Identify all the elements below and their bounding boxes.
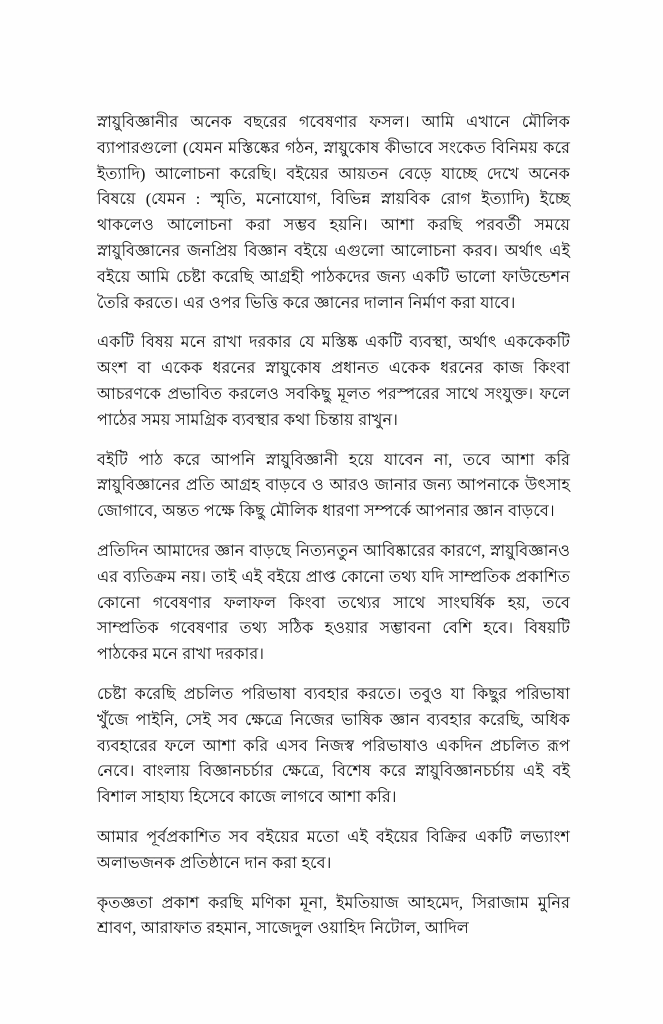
paragraph: বইটি পাঠ করে আপনি স্নায়ুবিজ্ঞানী হয়ে যাবেন না, তবে আশা করি স্নায়ুবিজ্ঞানের প্রতি আগ্রহ বাড়বে ও আরও জানার জন্য আপনাকে উৎসাহ জোগাবে, অন্তত পক্ষে কিছু মৌলিক ধারণা সম্পর্কে আপনার জ্ঞান বাড়বে। [97,451,570,521]
paragraph: প্রতিদিন আমাদের জ্ঞান বাড়ছে নিত্যনতুন আবিষ্কারের কারণে, স্নায়ুবিজ্ঞানও এর ব্যতিক্রম নয়। তাই এই বইয়ে প্রাপ্ত কোনো তথ্য যদি সাম্প্রতিক প্রকাশিত কোনো গবেষণার ফলাফল কিংবা তথ্যের সাথে সাংঘর্ষিক হয়, তবে সাম্প্রতিক গবেষণার তথ্য সঠিক হওয়ার সম্ভাবনা বেশি হবে। বিষয়টি পাঠকের মনে রাখা দরকার। [97,542,570,664]
paragraph: আমার পূর্বপ্রকাশিত সব বইয়ের মতো এই বইয়ের বিক্রির একটি লভ্যাংশ অলাভজনক প্রতিষ্ঠানে দান করা হবে। [97,828,570,872]
paragraph: একটি বিষয় মনে রাখা দরকার যে মস্তিষ্ক একটি ব্যবস্থা, অর্থাৎ এককেকটি অংশ বা একেক ধরনের স্নায়ুকোষ প্রধানত একেক ধরনের কাজ কিংবা আচরণকে প্রভাবিত করলেও সবকিছু মূলত পরস্পরের সাথে সংযুক্ত। ফলে পাঠের সময় সামগ্রিক ব্যবস্থার কথা চিন্তায় রাখুন। [97,334,570,429]
paragraph: কৃতজ্ঞতা প্রকাশ করছি মণিকা মূনা, ইমতিয়াজ আহমেদ, সিরাজাম মুনির শ্রাবণ, আরাফাত রহমান, সাজেদুল ওয়াহিদ নিটোল, আদিল [97,894,570,938]
paragraph: স্নায়ুবিজ্ঞানীর অনেক বছরের গবেষণার ফসল। আমি এখানে মৌলিক ব্যাপারগুলো (যেমন মস্তিষ্কের গঠন, স্নায়ুকোষ কীভাবে সংকেত বিনিময় করে ইত্যাদি) আলোচনা করেছি। বইয়ের আয়তন বেড়ে যাচ্ছে দেখে অনেক বিষয়ে (যেমন : স্মৃতি, মনোযোগ, বিভিন্ন স্নায়বিক রোগ ইত্যাদি) ইচ্ছে থাকলেও আলোচনা করা সম্ভব হয়নি। আশা করছি পরবর্তী সময়ে স্নায়ুবিজ্ঞানের জনপ্রিয় বিজ্ঞান বইয়ে এগুলো আলোচনা করব। অর্থাৎ এই বইয়ে আমি চেষ্টা করেছি আগ্রহী পাঠকদের জন্য একটি ভালো ফাউন্ডেশন তৈরি করতে। এর ওপর ভিত্তি করে জ্ঞানের দালান নির্মাণ করা যাবে। [97,114,570,312]
paragraph: চেষ্টা করেছি প্রচলিত পরিভাষা ব্যবহার করতে। তবুও যা কিছুর পরিভাষা খুঁজে পাইনি, সেই সব ক্ষেত্রে নিজের ভাষিক জ্ঞান ব্যবহার করেছি, অধিক ব্যবহারের ফলে আশা করি এসব নিজস্ব পরিভাষাও একদিন প্রচলিত রূপ নেবে। বাংলায় বিজ্ঞানচর্চার ক্ষেত্রে, বিশেষ করে স্নায়ুবিজ্ঞানচর্চায় এই বই বিশাল সাহায্য হিসেবে কাজে লাগবে আশা করি। [97,685,570,807]
body-text-column [97,110,570,942]
